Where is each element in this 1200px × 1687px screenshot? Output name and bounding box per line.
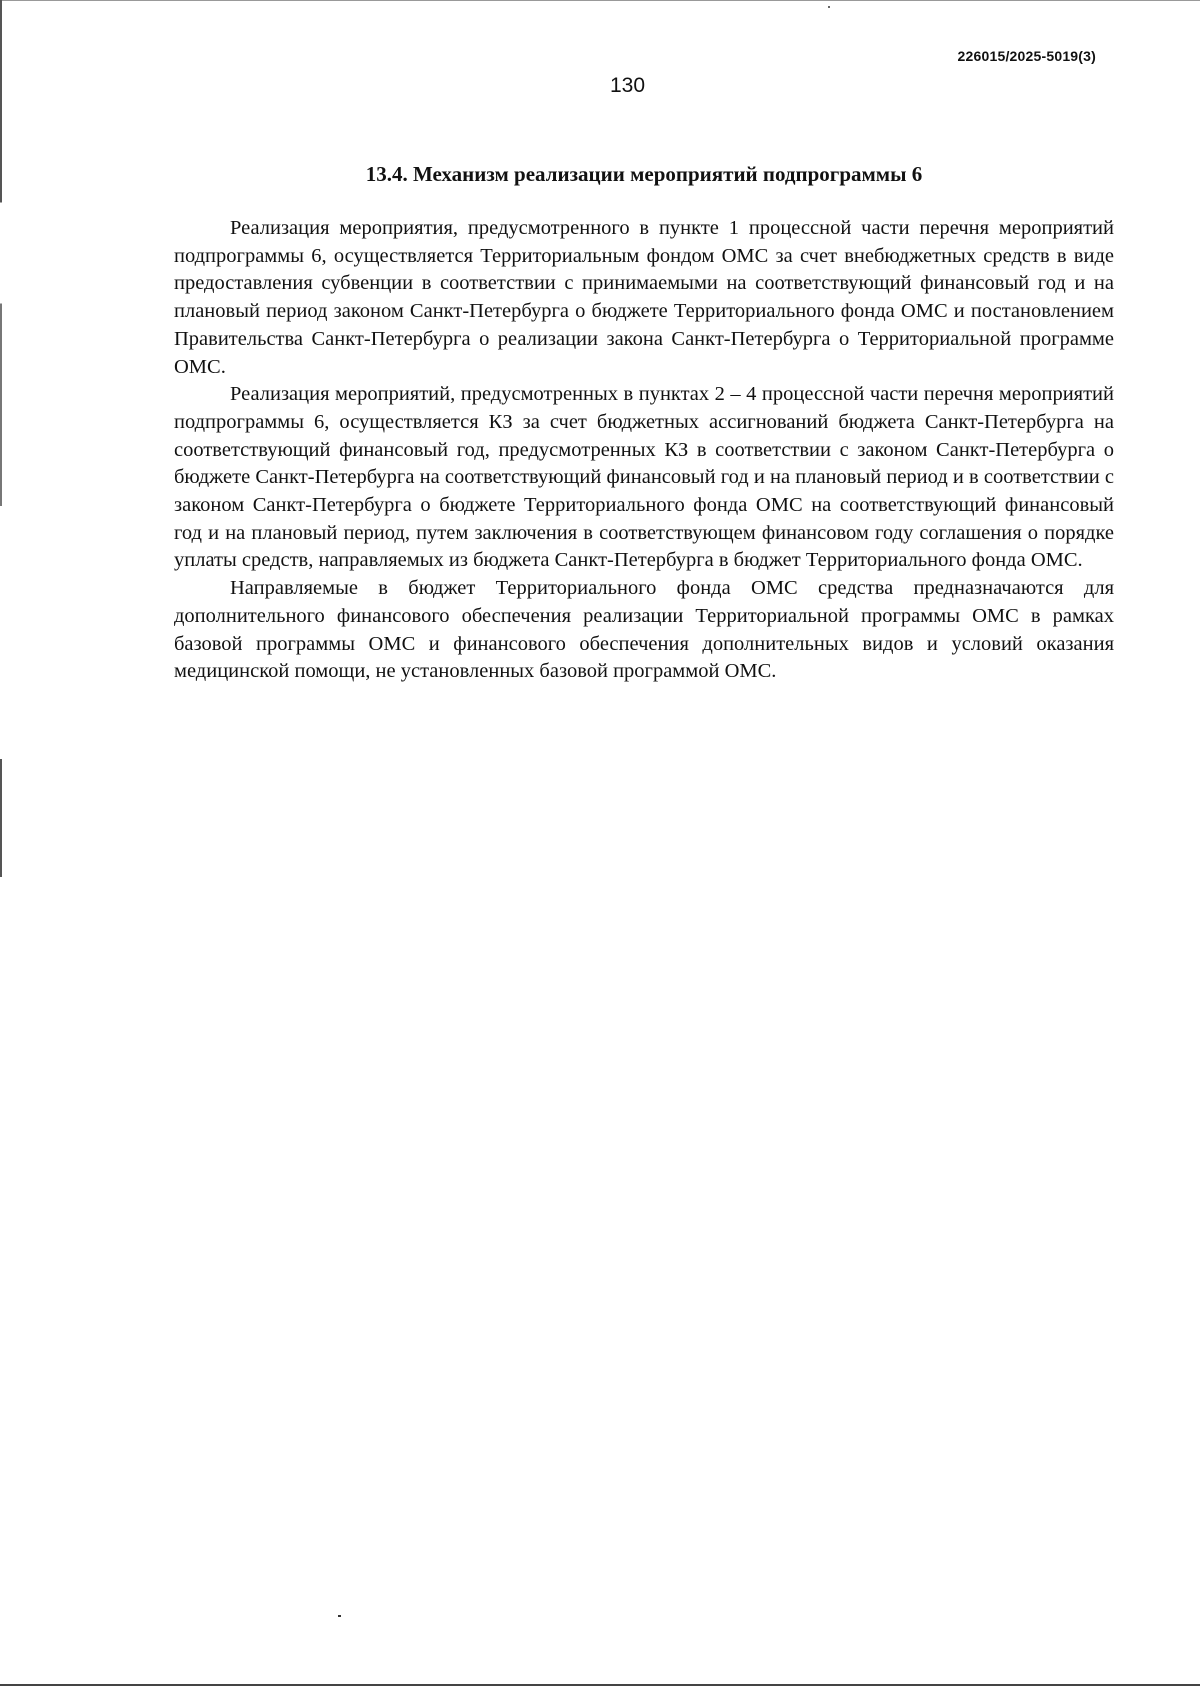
scan-edge-bottom [0,1684,1200,1686]
scan-edge-top [0,0,1200,1]
page-number: 130 [609,74,646,97]
scan-speck [338,1615,341,1617]
document-number: 226015/2025-5019(3) [957,48,1096,64]
paragraph-1: Реализация мероприятия, предусмотренного в пункте 1 процессной части перечня мероприятий подпрограммы 6, осуществляется Территориальным фондом ОМС за счет внебюджетных средств в виде предоставления субвенции в соответствии с принимаемыми на соответствующий финансовый год и на плановый период законом Санкт-Петербурга о бюджете Территориального фонда ОМС и постановлением Правительства Санкт-Петербурга о реализации закона Санкт-Петербурга о Территориальной программе ОМС. [174,217,1114,378]
paragraph-3: Направляемые в бюджет Территориального фонда ОМС средства предназначаются для дополнительного финансового обеспечения реализации Территориальной программы ОМС в рамках базовой программы ОМС и финансового обеспечения дополнительных видов и условий оказания медицинской помощи, не установленных базовой программой ОМС. [174,577,1114,683]
scan-edge-left [0,0,2,1687]
section-title: 13.4. Механизм реализации мероприятий подпрограммы 6 [365,162,923,186]
paragraph-2: Реализация мероприятий, предусмотренных в пунктах 2 – 4 процессной части перечня мероприятий подпрограммы 6, осуществляется КЗ за счет бюджетных ассигнований бюджета Санкт-Петербурга на соответствующий финансовый год, предусмотренных КЗ в соответствии с законом Санкт-Петербурга о бюджете Санкт-Петербурга на соответствующий финансовый год и на плановый период и в соответствии с законом Санкт-Петербурга о бюджете Территориального фонда ОМС на соответствующий финансовый год и на плановый период, путем заключения в соответствующем финансовом году соглашения о порядке уплаты средств, направляемых из бюджета Санкт-Петербурга в бюджет Территориального фонда ОМС. [174,383,1114,572]
scan-speck [828,6,830,8]
body-text [174,215,1114,686]
